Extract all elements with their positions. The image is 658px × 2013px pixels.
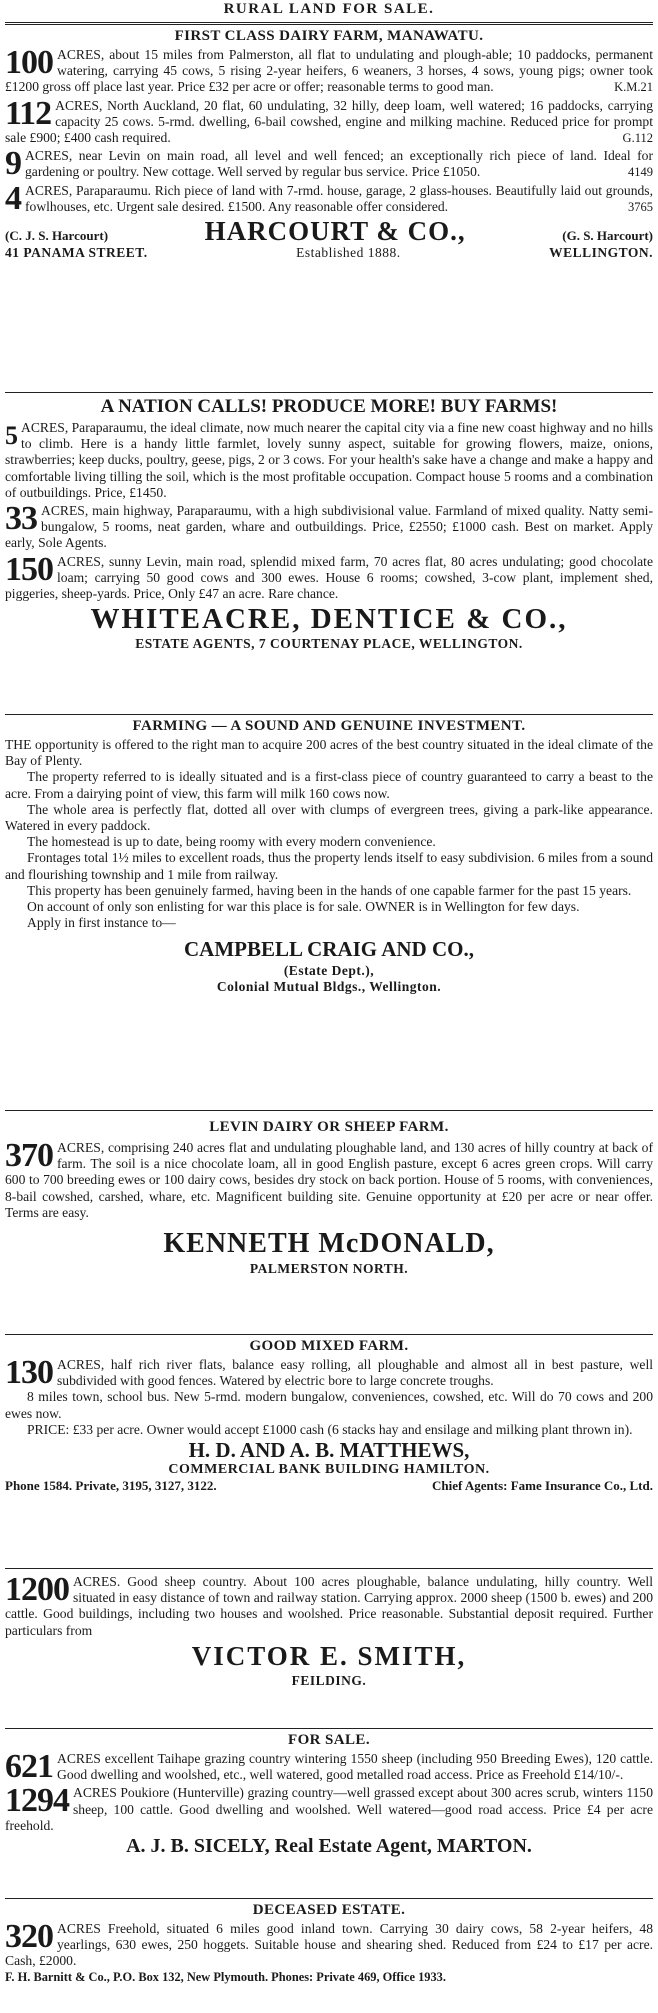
listing-text: ACRES excellent Taihape grazing country wintering 1550 sheep (including 950 Breeding Ewes), 120 cattle. Good dwelling and woolshed, etc., well watered, good metalled road access. Price as Freehold £14/10/-.: [57, 1751, 653, 1783]
advert-heading: FIRST CLASS DAIRY FARM, MANAWATU.: [174, 28, 484, 44]
matthews-advert: [5, 1334, 653, 1566]
listing: [5, 145, 653, 183]
divider: [5, 1728, 653, 1729]
city: WELLINGTON.: [549, 245, 653, 261]
agent-address: Colonial Mutual Bldgs., Wellington.: [216, 979, 442, 995]
listing-ref: G.112: [622, 131, 653, 146]
listing: [5, 500, 653, 552]
divider: [5, 1334, 653, 1335]
agent-contact: [5, 1478, 653, 1494]
agent-address: COMMERCIAL BANK BUILDING HAMILTON.: [168, 1462, 490, 1478]
barnitt-advert: [5, 1898, 653, 2012]
agent-dept: (Estate Dept.),: [283, 963, 375, 979]
listing-ref: 4149: [628, 165, 653, 180]
campbell-craig-advert: [5, 714, 653, 1108]
agent-name: VICTOR E. SMITH,: [191, 1640, 467, 1671]
acreage-number: 112: [5, 94, 52, 132]
paragraph: The homestead is up to date, being roomy with every modern convenience.: [27, 834, 436, 850]
listing-text: ACRES, sunny Levin, main road, splendid mixed farm, 70 acres flat, 80 acres undulating; good chocolate loam; carrying 50 good cows and 300 ewes. House 6 rooms; cowshed, 3-cow plant, implement shed, piggeries, sheep-yards. Price, Only £47 an acre. Rare chance.: [5, 553, 653, 602]
agent-name: H. D. AND A. B. MATTHEWS,: [188, 1438, 470, 1463]
listing: [5, 420, 653, 501]
listing: [5, 179, 653, 217]
agent-line: [5, 217, 653, 245]
listing: [5, 1918, 653, 1970]
paragraph: PRICE: £33 per acre. Owner would accept £1000 cash (6 stacks hay and ensilage and milking plant thrown in).: [27, 1421, 633, 1437]
listing-text: ACRES, near Levin on main road, all level and well fenced; an exceptionally rich piece of land. Ideal for gardening or poultry. New cottage. Well served by regular bus service. Price £1050.: [25, 148, 653, 180]
divider: [5, 1898, 653, 1899]
listing-text: ACRES, Paraparaumu. Rich piece of land with 7-rmd. house, garage, 2 glass-houses. Beautifully laid out grounds, fowlhouses, etc. Urgent sale desired. £1500. Any reasonable offer considered.: [25, 182, 653, 214]
agent-partner-right: (G. S. Harcourt): [562, 228, 653, 244]
acreage-number: 33: [5, 500, 37, 538]
paragraph: Apply in first instance to—: [27, 915, 176, 931]
agent-name: A. J. B. SICELY, Real Estate Agent, MARTON.: [126, 1835, 532, 1858]
advert-heading: FARMING — A SOUND AND GENUINE INVESTMENT.: [132, 718, 526, 734]
acreage-number: 370: [5, 1137, 53, 1174]
advert-heading: A NATION CALLS! PRODUCE MORE! BUY FARMS!: [100, 396, 558, 417]
agent-name: HARCOURT & CO.,: [204, 216, 466, 247]
agent-name: KENNETH McDONALD,: [163, 1228, 495, 1260]
paragraph: THE opportunity is offered to the right man to acquire 200 acres of the best country situated in the ideal climate of the Bay of Plenty.: [5, 737, 653, 769]
divider: [5, 1110, 653, 1111]
sicely-advert: [5, 1728, 653, 1896]
acreage-number: 9: [5, 145, 21, 183]
listing-text: ACRES, about 15 miles from Palmerston, all flat to undulating and plough-able; 10 paddocks, permanent watering, carrying 45 cows, 5 rising 2-year heifers, 6 weaners, 3 horses, 4 sows, young pigs; owner took £1200 gross off place last year. Price £32 per acre or offer; reasonable terms to good man.: [5, 47, 653, 95]
listing-ref: K.M.21: [614, 80, 653, 95]
city: FEILDING.: [291, 1672, 367, 1688]
paragraph: This property has been genuinely farmed, having been in the hands of one capable farmer for the past 15 years.: [27, 882, 632, 898]
chief-agents: Chief Agents: Fame Insurance Co., Ltd.: [432, 1478, 653, 1494]
acreage-number: 1200: [5, 1571, 69, 1608]
listing-text: ACRES, Paraparaumu, the ideal climate, now much nearer the capital city via a fine new coast highway and no hills to climb. Here is a handy little farmlet, lovely sunny aspect, suitable for growing flowers, maize, onions, strawberries; keep ducks, poultry, geese, pigs, 2 or 3 cows. For your health's sake have a change and make a happy and comfortable living tilling the soil, which is the most profitable occupation. Compact house 5 rooms and a combination of outbuildings. Price, £1450.: [5, 420, 653, 500]
smith-advert: [5, 1568, 653, 1726]
page-header: [5, 0, 653, 20]
acreage-number: 5: [5, 421, 17, 450]
listing-text: ACRES Freehold, situated 6 miles good inland town. Carrying 30 dairy cows, 58 2-year heifers, 48 yearlings, 630 ewes, 250 hoggets. Suitable house and shearing shed. Reduced from £24 to £17 per acre. Cash, £2000.: [5, 1921, 653, 1969]
established-year: Established 1888.: [296, 245, 401, 261]
paragraph: The property referred to is ideally situated and is a first-class piece of country guaranteed to carry a beast to the acre. From a dairying point of view, this farm will milk 160 cows now.: [5, 769, 653, 801]
harcourt-advert: [5, 22, 653, 392]
listing: [5, 1782, 653, 1834]
agent-partner-left: (C. J. S. Harcourt): [5, 228, 109, 244]
advert-heading: FOR SALE.: [288, 1732, 370, 1748]
agent-name: CAMPBELL CRAIG AND CO.,: [184, 937, 474, 962]
listing-text: ACRES, comprising 240 acres flat and undulating ploughable land, and 130 acres of hilly country at back of farm. The soil is a nice chocolate loam, all in good English pasture, except 6 acres green crops. Will carry 600 to 700 breeding ewes or 100 dairy cows, besides dry stock on back portion. House of 5 rooms, with conveniences, 8-bail cowshed, carshed, whare, etc. Magnificent building site. Genuine opportunity at £20 per acre or near offer. Terms are easy.: [5, 1140, 653, 1220]
mcdonald-advert: [5, 1110, 653, 1332]
advert-heading: LEVIN DAIRY OR SHEEP FARM.: [209, 1119, 449, 1135]
acreage-number: 4: [5, 179, 21, 217]
listing-text: ACRES, North Auckland, 20 flat, 60 undulating, 32 hilly, deep loam, well watered; 16 paddocks, carrying capacity 25 cows. 5-rmd. dwelling, 6-bail cowshed, engine and milking machine. Reduced price for prompt sale £900; £400 cash required.: [5, 97, 653, 146]
paragraph: On account of only son enlisting for war this place is for sale. OWNER is in Wellington for few days.: [27, 899, 580, 915]
agent-name: WHITEACRE, DENTICE & CO.,: [90, 603, 568, 636]
divider: [5, 22, 653, 25]
divider: [5, 1568, 653, 1569]
listing-ref: 3765: [628, 199, 653, 214]
whiteacre-advert: [5, 392, 653, 712]
paragraph: Frontages total 1½ miles to excellent roads, thus the property lends itself to easy subdivision. 6 miles from a sound and flourishing township and 1 mile from railway.: [5, 850, 653, 882]
listing: [5, 1748, 653, 1785]
divider: [5, 392, 653, 393]
agent-contact-line: F. H. Barnitt & Co., P.O. Box 132, New Plymouth. Phones: Private 469, Office 1933.: [5, 1969, 446, 1984]
listing: [5, 1354, 653, 1391]
street-address: 41 PANAMA STREET.: [5, 245, 148, 261]
listing: [5, 94, 653, 147]
agent-address: [5, 245, 653, 261]
listing-text: ACRES Poukiore (Hunterville) grazing country—well grassed except about 300 acres scrub, winters 1150 sheep, 100 cattle. Good dwelling and woolshed. Well watered—good road access. Price £4 per acre freehold.: [5, 1785, 653, 1833]
listing-text: ACRES, main highway, Paraparaumu, with a high subdivisional value. Farmland of mixed quality. Natty semi-bungalow, 5 rooms, neat garden, whare and outbuildings. Price, £2550; £1000 cash. Best on market. Apply early, Sole Agents.: [5, 503, 653, 551]
acreage-number: 150: [5, 550, 53, 588]
acreage-number: 320: [5, 1918, 53, 1955]
listing-text: ACRES, half rich river flats, balance easy rolling, all ploughable and almost all in best pasture, well subdivided with good fences. Watered by electric bore to large concrete troughs.: [57, 1357, 653, 1389]
acreage-number: 1294: [5, 1782, 69, 1820]
advert-heading: DECEASED ESTATE.: [252, 1902, 406, 1918]
agent-address: ESTATE AGENTS, 7 COURTENAY PLACE, WELLINGTON.: [135, 636, 523, 652]
acreage-number: 621: [5, 1748, 53, 1785]
listing: [5, 44, 653, 96]
listing: [5, 1571, 653, 1639]
listing: [5, 1137, 653, 1221]
listing-text: ACRES. Good sheep country. About 100 acres ploughable, balance undulating, hilly country. Well situated in easy distance of town and railway station. Carrying approx. 2000 sheep (1500 b. ewes) and 200 cattle. Good buildings, including two houses and woolshed. Price reasonable. Substantial deposit required. Further particulars from: [5, 1574, 653, 1638]
acreage-number: 100: [5, 44, 53, 81]
listing: [5, 550, 653, 603]
advert-heading: GOOD MIXED FARM.: [249, 1338, 409, 1354]
city: PALMERSTON NORTH.: [249, 1261, 409, 1277]
phone-numbers: Phone 1584. Private, 3195, 3127, 3122.: [5, 1478, 217, 1494]
divider: [5, 714, 653, 715]
paragraph: The whole area is perfectly flat, dotted all over with clumps of evergreen trees, giving a park-like appearance. Watered in every paddock.: [5, 801, 653, 834]
paragraph: 8 miles town, school bus. New 5-rmd. modern bungalow, conveniences, cowshed, etc. Will do 70 cows and 200 ewes now.: [5, 1389, 653, 1421]
acreage-number: 130: [5, 1354, 53, 1391]
page-title: RURAL LAND FOR SALE.: [223, 1, 435, 17]
